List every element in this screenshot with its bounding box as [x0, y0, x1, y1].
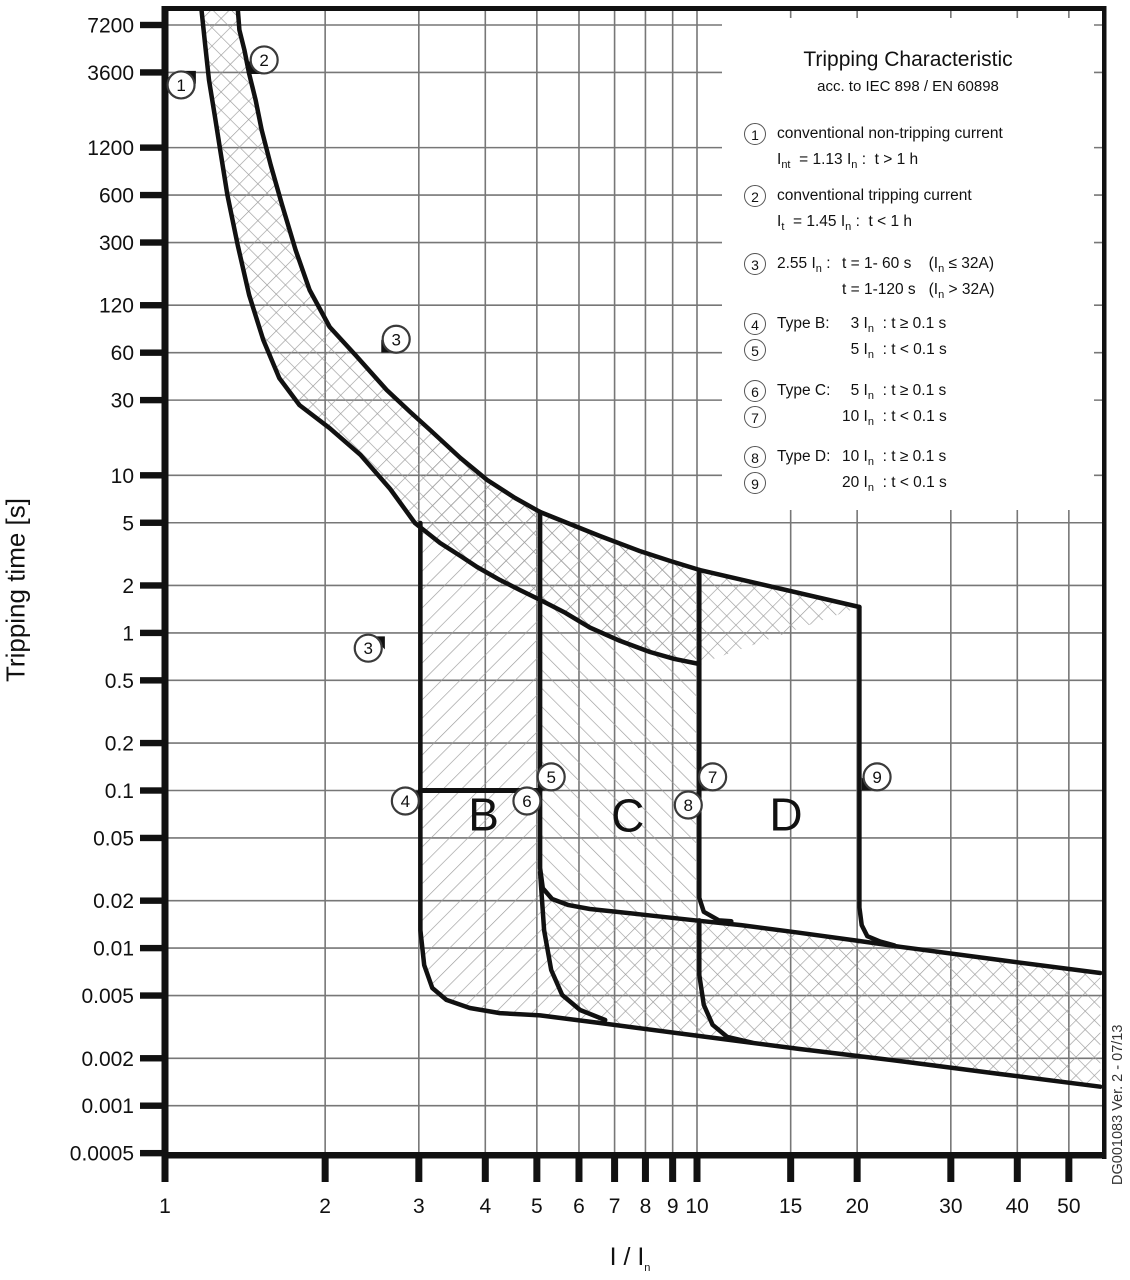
- y-tick-label: 3600: [87, 61, 134, 85]
- y-tick-mark: [140, 144, 165, 150]
- legend-item-text: conventional non-tripping current: [777, 125, 1003, 142]
- y-tick-label: 0.001: [81, 1095, 134, 1119]
- y-tick-label: 0.1: [104, 780, 134, 804]
- y-tick-mark: [140, 69, 165, 75]
- legend-number-badge: 9: [744, 472, 766, 494]
- x-tick-label: 6: [573, 1195, 585, 1218]
- x-tick-label: 9: [666, 1195, 679, 1218]
- x-tick-mark: [322, 1158, 329, 1182]
- x-tick-label: 7: [608, 1195, 621, 1218]
- y-tick-label: 300: [98, 232, 134, 256]
- region-label-b: B: [468, 788, 499, 841]
- marker-number: 8: [683, 796, 694, 816]
- y-tick-label: 0.5: [104, 669, 134, 693]
- y-tick-label: 0.01: [93, 937, 134, 961]
- legend-item-label: Type B:: [777, 315, 830, 332]
- legend-item-5: [722, 341, 1094, 365]
- marker-number: 1: [176, 75, 186, 95]
- legend-item-4: [722, 315, 1094, 339]
- y-tick-mark: [140, 630, 165, 636]
- x-tick-mark: [947, 1158, 954, 1182]
- legend-item-text: t = 1- 60 s $(I_n \le 32A)$: [842, 255, 995, 276]
- y-tick-label: 5: [122, 512, 134, 536]
- x-tick-label: 4: [479, 1195, 492, 1218]
- y-tick-mark: [140, 192, 165, 198]
- legend-number-badge: 3: [744, 253, 766, 275]
- x-tick-label: 15: [779, 1195, 803, 1218]
- y-tick-label: 1200: [87, 137, 134, 161]
- x-tick-mark: [787, 1158, 794, 1182]
- plot-border-top: [162, 6, 1106, 11]
- plot-border-right: [1102, 6, 1107, 1159]
- y-tick-mark: [140, 349, 165, 355]
- region-label-d: D: [769, 788, 803, 841]
- x-tick-label: 10: [685, 1195, 709, 1218]
- legend-item-2: [722, 187, 1094, 234]
- x-tick-mark: [1014, 1158, 1021, 1182]
- marker-number: 7: [707, 767, 718, 787]
- y-tick-label: 0.05: [93, 827, 134, 851]
- y-tick-mark: [140, 1055, 165, 1061]
- x-tick-label: 5: [531, 1195, 543, 1218]
- x-axis-title: I / $I_n$: [609, 1243, 651, 1274]
- y-tick-label: 30: [110, 389, 134, 413]
- y-tick-mark: [140, 302, 165, 308]
- x-tick-mark: [415, 1158, 422, 1182]
- y-tick-mark: [140, 945, 165, 951]
- legend-number-badge: 1: [744, 123, 766, 145]
- y-tick-mark: [140, 1150, 165, 1156]
- legend-item-text-line2: $I_t = 1.45$ $I_n$ : t < 1 h: [777, 213, 913, 234]
- legend-item-label: 2.55 $I_n$ :: [777, 255, 831, 276]
- x-tick-label: 20: [845, 1195, 869, 1218]
- y-tick-label: 2: [122, 574, 134, 598]
- legend-item-text-line2: $I_{nt} = 1.13$ $I_n$ : t > 1 h: [777, 151, 919, 172]
- marker-number: 6: [522, 791, 532, 811]
- legend-item-1: [722, 125, 1094, 172]
- y-tick-mark: [140, 239, 165, 245]
- legend-item-6: [722, 382, 1094, 406]
- legend-item-text: 20 $I_n$ : t < 0.1 s: [842, 474, 947, 495]
- y-tick-mark: [140, 22, 165, 28]
- y-tick-label: 0.02: [93, 890, 134, 914]
- legend-item-3: [722, 255, 1094, 302]
- x-tick-label: 2: [319, 1195, 331, 1218]
- marker-number: 3: [391, 330, 401, 350]
- x-tick-mark: [611, 1158, 618, 1182]
- x-tick-mark: [162, 1158, 169, 1182]
- legend: [722, 18, 1094, 510]
- legend-item-label: Type D:: [777, 448, 831, 465]
- x-tick-mark: [669, 1158, 676, 1182]
- y-tick-label: 0.2: [104, 732, 134, 756]
- x-tick-mark: [854, 1158, 861, 1182]
- x-tick-mark: [575, 1158, 582, 1182]
- x-tick-mark: [482, 1158, 489, 1182]
- y-tick-mark: [140, 397, 165, 403]
- y-tick-mark: [140, 835, 165, 841]
- legend-item-text-line2: t = 1-120 s $(I_n > 32A)$: [842, 281, 995, 302]
- x-tick-label: 30: [939, 1195, 963, 1218]
- legend-item-text: 3 $I_n$ : t ≥ 0.1 s: [842, 315, 947, 336]
- legend-item-8: [722, 448, 1094, 472]
- y-tick-mark: [140, 787, 165, 793]
- marker-number: 2: [259, 50, 269, 70]
- y-tick-mark: [140, 992, 165, 998]
- legend-item-text: 5 $I_n$ : t ≥ 0.1 s: [842, 382, 947, 403]
- x-tick-label: 50: [1057, 1195, 1081, 1218]
- y-tick-label: 60: [110, 342, 134, 366]
- legend-number-badge: 6: [744, 380, 766, 402]
- y-tick-label: 120: [98, 294, 134, 318]
- x-tick-label: 1: [159, 1195, 171, 1218]
- region-label-c: C: [611, 789, 645, 842]
- x-tick-label: 3: [412, 1195, 425, 1218]
- y-tick-label: 1: [122, 622, 134, 646]
- y-tick-label: 600: [98, 184, 134, 208]
- y-tick-mark: [140, 740, 165, 746]
- y-tick-mark: [140, 1103, 165, 1109]
- y-tick-label: 0.005: [81, 985, 134, 1009]
- legend-item-text: 10 $I_n$ : t ≥ 0.1 s: [842, 448, 947, 469]
- legend-number-badge: 8: [744, 446, 766, 468]
- y-axis-title: Tripping time [s]: [0, 498, 31, 682]
- x-tick-mark: [642, 1158, 649, 1182]
- marker-number: 9: [872, 767, 882, 787]
- legend-item-text: 10 $I_n$ : t < 0.1 s: [842, 408, 947, 429]
- y-tick-mark: [140, 520, 165, 526]
- y-tick-label: 0.0005: [69, 1142, 134, 1166]
- legend-number-badge: 4: [744, 313, 766, 335]
- x-axis-line: [162, 1152, 1106, 1159]
- y-tick-label: 0.002: [81, 1047, 134, 1071]
- legend-item-label: Type C:: [777, 382, 831, 399]
- legend-item-text: conventional tripping current: [777, 187, 972, 204]
- marker-number: 5: [546, 767, 556, 787]
- y-tick-label: 7200: [87, 14, 134, 38]
- y-tick-mark: [140, 582, 165, 588]
- x-tick-mark: [1065, 1158, 1072, 1182]
- marker-number: 3: [363, 639, 373, 659]
- x-tick-mark: [533, 1158, 540, 1182]
- x-tick-label: 8: [639, 1195, 652, 1218]
- y-tick-mark: [140, 897, 165, 903]
- x-tick-mark: [694, 1158, 701, 1182]
- legend-item-7: [722, 408, 1094, 432]
- legend-subtitle: acc. to IEC 898 / EN 60898: [817, 78, 999, 95]
- legend-number-badge: 7: [744, 406, 766, 428]
- document-code-note: DG001083 Ver. 2 - 07/13: [1110, 1024, 1126, 1185]
- marker-number: 4: [400, 791, 411, 811]
- y-tick-label: 10: [110, 464, 134, 488]
- y-tick-mark: [140, 472, 165, 478]
- legend-title: Tripping Characteristic: [803, 48, 1013, 71]
- x-tick-label: 40: [1005, 1195, 1029, 1218]
- legend-item-text: 5 $I_n$ : t < 0.1 s: [842, 341, 947, 362]
- legend-number-badge: 2: [744, 185, 766, 207]
- legend-item-9: [722, 474, 1094, 498]
- y-tick-mark: [140, 677, 165, 683]
- legend-number-badge: 5: [744, 339, 766, 361]
